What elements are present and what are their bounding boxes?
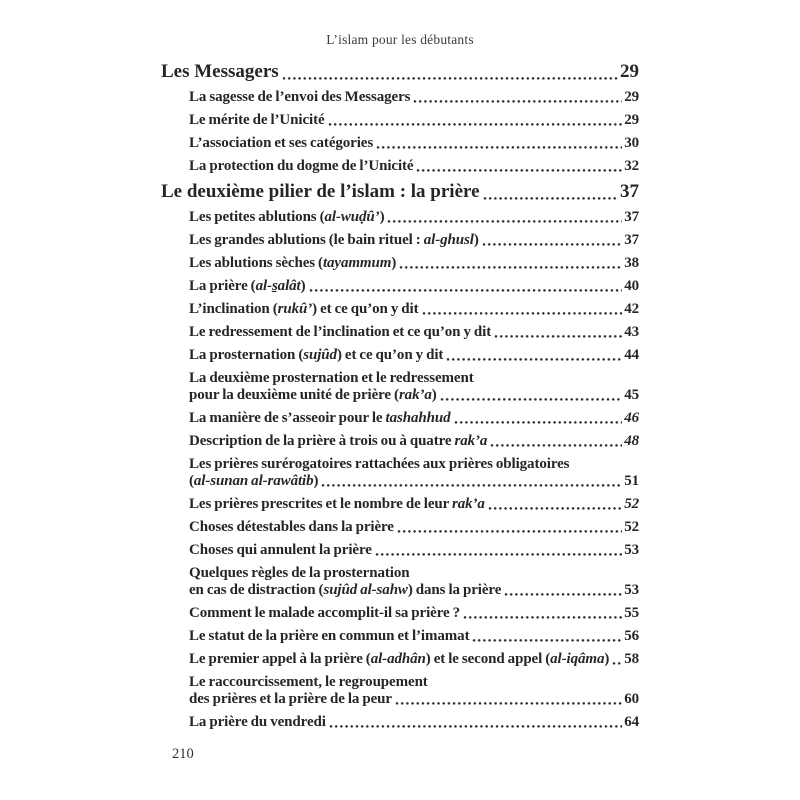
- dot-leader: [375, 553, 622, 556]
- toc-entry-line: [189, 278, 639, 295]
- running-header: L’islam pour les débutants: [326, 32, 474, 47]
- toc-entry: [161, 433, 639, 450]
- toc-page-number: 37: [624, 209, 639, 225]
- dot-leader: [376, 146, 622, 149]
- toc-page-number: 44: [624, 347, 639, 363]
- toc-entry-line: [189, 456, 639, 473]
- toc-entry: [161, 278, 639, 295]
- toc-page-number: 52: [624, 496, 639, 512]
- toc-entry: [161, 605, 639, 622]
- toc-page-number: 30: [624, 135, 639, 151]
- toc-entry-title: Le deuxième pilier de l’islam : la prière: [161, 181, 480, 202]
- toc-entry: [161, 232, 639, 249]
- toc-entry-line: [161, 181, 639, 203]
- toc-entry: [161, 651, 639, 668]
- toc-entry: [161, 714, 639, 731]
- dot-leader: [399, 266, 622, 269]
- toc-entry-line: [189, 582, 639, 599]
- toc-entry-line: [189, 519, 639, 536]
- toc-entry-line: [189, 433, 639, 450]
- dot-leader: [329, 725, 622, 728]
- dot-leader: [440, 398, 623, 401]
- dot-leader: [454, 421, 623, 424]
- dot-leader: [488, 507, 622, 510]
- toc-entry-line: [189, 628, 639, 645]
- toc-entry: [161, 255, 639, 272]
- toc-entry-line: [189, 714, 639, 731]
- dot-leader: [490, 444, 622, 447]
- toc-entry-line: [189, 387, 639, 404]
- toc-entry-line: [189, 651, 639, 668]
- dot-leader: [494, 335, 622, 338]
- toc-entry-title: (al-sunan al-rawâtib): [189, 473, 319, 489]
- toc-entry-title: Comment le malade accomplit-il sa prière ?: [189, 605, 461, 621]
- toc-entry-line: [189, 496, 639, 513]
- dot-leader: [395, 702, 622, 705]
- toc-entry-title: La sagesse de l’envoi des Messagers: [189, 89, 411, 105]
- toc-page-number: 46: [624, 410, 639, 426]
- toc-entry: [161, 301, 639, 318]
- dot-leader: [282, 77, 618, 80]
- toc-entry: [161, 209, 639, 226]
- toc-entry-line: [189, 232, 639, 249]
- toc-entry: [161, 410, 639, 427]
- toc-entry: [161, 542, 639, 559]
- toc-entry: [161, 61, 639, 83]
- toc-entry-title: Le premier appel à la prière (al-adhân) et le second appel (al-iqâma): [189, 651, 610, 667]
- toc-entry-title: pour la deuxième unité de prière (rak’a): [189, 387, 437, 403]
- toc-entry: [161, 324, 639, 341]
- dot-leader: [321, 484, 622, 487]
- toc-page-number: 60: [624, 691, 639, 707]
- toc-entry-title: L’association et ses catégories: [189, 135, 374, 151]
- toc-entry-title: Les prières prescrites et le nombre de leur rak’a: [189, 496, 485, 512]
- dot-leader: [504, 593, 622, 596]
- dot-leader: [413, 100, 622, 103]
- dot-leader: [397, 530, 622, 533]
- dot-leader: [463, 616, 622, 619]
- toc-entry-title: Quelques règles de la prosternation: [189, 565, 410, 581]
- toc-page-number: 42: [624, 301, 639, 317]
- toc-entry-line: [189, 301, 639, 318]
- toc-page-number: 40: [624, 278, 639, 294]
- toc-entry-title: Les grandes ablutions (le bain rituel : al-ghusl): [189, 232, 479, 248]
- toc-entry-title: Description de la prière à trois ou à quatre rak’a: [189, 433, 488, 449]
- toc-entry-line: [189, 473, 639, 490]
- dot-leader: [422, 312, 623, 315]
- toc-entry: [161, 347, 639, 364]
- toc-entry-title: Choses qui annulent la prière: [189, 542, 372, 558]
- toc-entry-line: [189, 542, 639, 559]
- toc-entry: [161, 370, 639, 404]
- toc-entry-line: [189, 410, 639, 427]
- dot-leader: [482, 243, 622, 246]
- dot-leader: [328, 123, 623, 126]
- toc-entry: [161, 89, 639, 106]
- dot-leader: [416, 169, 622, 172]
- toc-entry: [161, 135, 639, 152]
- toc-entry-line: [189, 324, 639, 341]
- toc-entry-line: [189, 691, 639, 708]
- toc-page-number: 52: [624, 519, 639, 535]
- toc-page-number: 58: [624, 651, 639, 667]
- toc-entry-title: Le raccourcissement, le regroupement: [189, 674, 428, 690]
- toc-entry-title: Le redressement de l’inclination et ce qu’on y dit: [189, 324, 492, 340]
- toc-page-number: 37: [620, 181, 639, 202]
- toc-page-number: 38: [624, 255, 639, 271]
- toc-entry: [161, 181, 639, 203]
- toc-page-number: 37: [624, 232, 639, 248]
- toc-page-number: 51: [624, 473, 639, 489]
- toc-entry-line: [189, 255, 639, 272]
- toc-page-number: 56: [624, 628, 639, 644]
- toc-entry-title: Les Messagers: [161, 61, 279, 82]
- dot-leader: [387, 220, 622, 223]
- toc-entry: [161, 496, 639, 513]
- toc-entry: [161, 674, 639, 708]
- toc-entry-line: [161, 61, 639, 83]
- toc-entry: [161, 456, 639, 490]
- toc-entry-title: Le mérite de l’Unicité: [189, 112, 325, 128]
- toc-entry: [161, 112, 639, 129]
- toc-entry-title: La deuxième prosternation et le redressement: [189, 370, 474, 386]
- toc-entry: [161, 158, 639, 175]
- toc-page-number: 53: [624, 542, 639, 558]
- toc-entry-title: Le statut de la prière en commun et l’imamat: [189, 628, 470, 644]
- toc-page-number: 29: [624, 89, 639, 105]
- page-number: 210: [172, 746, 194, 762]
- toc-entry: [161, 519, 639, 536]
- toc-entry-title: La prière du vendredi: [189, 714, 326, 730]
- toc-entry-line: [189, 135, 639, 152]
- toc-page-number: 53: [624, 582, 639, 598]
- dot-leader: [309, 289, 623, 292]
- toc-entry-title: La prière (al-s̱alât): [189, 278, 306, 294]
- toc-page-number: 43: [624, 324, 639, 340]
- toc-entry-line: [189, 674, 639, 691]
- toc-entry-title: Choses détestables dans la prière: [189, 519, 394, 535]
- toc-entry-title: Les petites ablutions (al-wuḍû’): [189, 209, 385, 225]
- toc-page-number: 48: [624, 433, 639, 449]
- toc-entry-title: L’inclination (rukû’) et ce qu’on y dit: [189, 301, 419, 317]
- page-content: [161, 0, 639, 731]
- toc-entry: [161, 565, 639, 599]
- toc-entry-title: La protection du dogme de l’Unicité: [189, 158, 414, 174]
- dot-leader: [446, 358, 622, 361]
- toc-entry-title: Les ablutions sèches (tayammum): [189, 255, 397, 271]
- toc-entry-line: [189, 89, 639, 106]
- table-of-contents: [161, 61, 639, 731]
- toc-entry-title: La prosternation (sujûd) et ce qu’on y dit: [189, 347, 444, 363]
- toc-entry-line: [189, 209, 639, 226]
- toc-page-number: 32: [624, 158, 639, 174]
- toc-entry-line: [189, 158, 639, 175]
- toc-entry-title: Les prières surérogatoires rattachées aux prières obligatoires: [189, 456, 570, 472]
- toc-page-number: 55: [624, 605, 639, 621]
- dot-leader: [472, 639, 622, 642]
- dot-leader: [483, 197, 618, 200]
- toc-page-number: 45: [624, 387, 639, 403]
- toc-entry-title: La manière de s’asseoir pour le tashahhud: [189, 410, 451, 426]
- dot-leader: [612, 662, 622, 665]
- toc-page-number: 29: [620, 61, 639, 82]
- toc-entry-title: en cas de distraction (sujûd al-sahw) dans la prière: [189, 582, 502, 598]
- toc-entry-line: [189, 370, 639, 387]
- toc-entry-line: [189, 605, 639, 622]
- toc-page-number: 64: [624, 714, 639, 730]
- toc-entry-line: [189, 347, 639, 364]
- toc-entry-line: [189, 565, 639, 582]
- toc-entry-line: [189, 112, 639, 129]
- toc-entry: [161, 628, 639, 645]
- toc-page-number: 29: [624, 112, 639, 128]
- toc-entry-title: des prières et la prière de la peur: [189, 691, 392, 707]
